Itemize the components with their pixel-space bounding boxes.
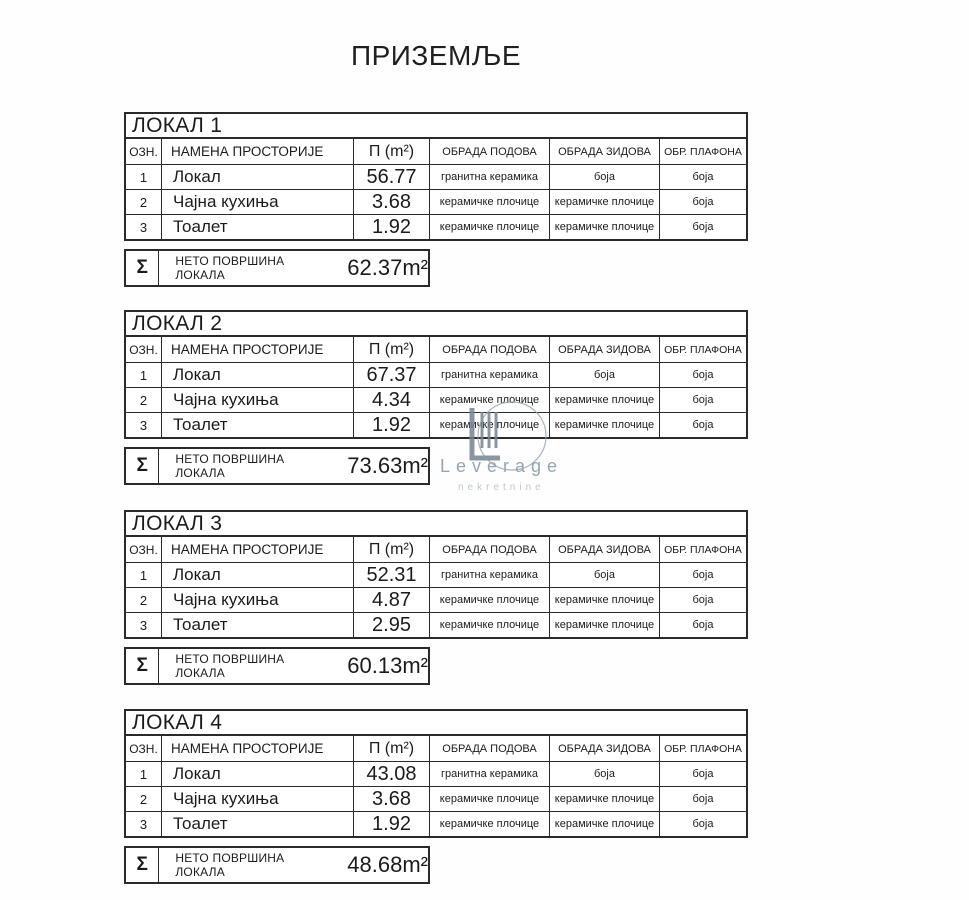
cell-ceiling-finish: боја [659,362,746,387]
cell-wall-finish: керамичке плочице [549,214,659,239]
cell-wall-finish: керамичке плочице [549,412,659,437]
col-header-wall-finish: ОБРАДА ЗИДОВА [549,137,659,164]
cell-floor-finish: гранитна керамика [429,562,549,587]
net-area-box [124,647,430,685]
watermark-brand-name: Leverage [440,456,564,476]
lokal-4-section [124,709,748,884]
watermark-subtitle: nekretnine [458,482,545,493]
cell-wall-finish: боја [549,164,659,189]
cell-floor-finish: керамичке плочице [429,412,549,437]
lokal-4-table [124,709,748,838]
cell-namena: Чајна кухиња [161,387,353,412]
cell-floor-finish: гранитна керамика [429,761,549,786]
lokal-3-section [124,510,748,685]
net-area-box [124,846,430,884]
cell-namena: Чајна кухиња [161,786,353,811]
cell-area: 67.37 [353,362,429,387]
cell-ceiling-finish: боја [659,761,746,786]
cell-ozn: 3 [126,412,161,437]
cell-ozn: 1 [126,761,161,786]
cell-wall-finish: керамичке плочице [549,612,659,637]
cell-wall-finish: боја [549,562,659,587]
cell-area: 3.68 [353,786,429,811]
cell-area: 52.31 [353,562,429,587]
lokal-2-section [124,310,748,485]
col-header-ceiling-finish: ОБР. ПЛАФОНА [659,535,746,562]
cell-ozn: 2 [126,587,161,612]
net-area-value: 62.37m² [347,255,428,280]
net-area-value: 73.63m² [347,453,428,478]
cell-area: 4.34 [353,387,429,412]
cell-namena: Локал [161,562,353,587]
cell-floor-finish: керамичке плочице [429,387,549,412]
cell-namena: Тоалет [161,412,353,437]
lokal-1-table [124,112,748,241]
cell-namena: Локал [161,164,353,189]
lokal-title: ЛОКАЛ 3 [132,512,223,535]
cell-namena: Тоалет [161,612,353,637]
cell-ceiling-finish: боја [659,612,746,637]
cell-namena: Чајна кухиња [161,587,353,612]
col-header-ozn: ОЗН. [126,734,161,761]
net-area-box [124,447,430,485]
lokal-title: ЛОКАЛ 1 [132,114,223,137]
cell-ceiling-finish: боја [659,412,746,437]
col-header-area: П (m²) [353,535,429,562]
cell-area: 3.68 [353,189,429,214]
lokal-3-table [124,510,748,639]
col-header-area: П (m²) [353,335,429,362]
cell-ceiling-finish: боја [659,587,746,612]
lokal-1-section [124,112,748,287]
cell-floor-finish: гранитна керамика [429,362,549,387]
cell-floor-finish: керамичке плочице [429,612,549,637]
net-area-label: НЕТО ПОВРШИНА ЛОКАЛА [175,452,285,480]
net-area-label: НЕТО ПОВРШИНА ЛОКАЛА [175,254,285,282]
cell-ceiling-finish: боја [659,387,746,412]
cell-wall-finish: керамичке плочице [549,811,659,836]
cell-ceiling-finish: боја [659,214,746,239]
col-header-area: П (m²) [353,734,429,761]
cell-wall-finish: керамичке плочице [549,786,659,811]
cell-ozn: 3 [126,214,161,239]
cell-wall-finish: боја [549,761,659,786]
sigma-symbol: Σ [126,449,159,483]
col-header-ozn: ОЗН. [126,535,161,562]
cell-ozn: 1 [126,562,161,587]
col-header-area: П (m²) [353,137,429,164]
col-header-floor-finish: ОБРАДА ПОДОВА [429,734,549,761]
sigma-symbol: Σ [126,649,159,683]
cell-wall-finish: керамичке плочице [549,189,659,214]
cell-namena: Тоалет [161,811,353,836]
cell-ceiling-finish: боја [659,562,746,587]
cell-area: 2.95 [353,612,429,637]
col-header-wall-finish: ОБРАДА ЗИДОВА [549,734,659,761]
cell-namena: Чајна кухиња [161,189,353,214]
cell-floor-finish: керамичке плочице [429,189,549,214]
cell-ozn: 1 [126,362,161,387]
cell-area: 1.92 [353,811,429,836]
cell-area: 1.92 [353,412,429,437]
cell-ceiling-finish: боја [659,786,746,811]
cell-ceiling-finish: боја [659,189,746,214]
col-header-wall-finish: ОБРАДА ЗИДОВА [549,535,659,562]
net-area-value: 60.13m² [347,653,428,678]
cell-floor-finish: керамичке плочице [429,786,549,811]
cell-namena: Локал [161,362,353,387]
cell-floor-finish: керамичке плочице [429,587,549,612]
cell-area: 56.77 [353,164,429,189]
sigma-symbol: Σ [126,251,159,285]
col-header-floor-finish: ОБРАДА ПОДОВА [429,535,549,562]
sigma-symbol: Σ [126,848,159,882]
cell-floor-finish: керамичке плочице [429,214,549,239]
cell-floor-finish: гранитна керамика [429,164,549,189]
cell-ozn: 2 [126,387,161,412]
page-title: ПРИЗЕМЉЕ [350,40,522,71]
cell-ozn: 3 [126,811,161,836]
col-header-namena: НАМЕНА ПРОСТОРИЈЕ [161,335,353,362]
col-header-ozn: ОЗН. [126,137,161,164]
cell-namena: Тоалет [161,214,353,239]
cell-ozn: 2 [126,786,161,811]
cell-ozn: 1 [126,164,161,189]
col-header-namena: НАМЕНА ПРОСТОРИЈЕ [161,137,353,164]
col-header-floor-finish: ОБРАДА ПОДОВА [429,335,549,362]
col-header-floor-finish: ОБРАДА ПОДОВА [429,137,549,164]
col-header-namena: НАМЕНА ПРОСТОРИЈЕ [161,734,353,761]
net-area-box [124,249,430,287]
cell-namena: Локал [161,761,353,786]
net-area-label: НЕТО ПОВРШИНА ЛОКАЛА [175,652,285,680]
cell-floor-finish: керамичке плочице [429,811,549,836]
lokal-title: ЛОКАЛ 4 [132,711,223,734]
lokal-title: ЛОКАЛ 2 [132,312,223,335]
cell-wall-finish: боја [549,362,659,387]
cell-ceiling-finish: боја [659,811,746,836]
cell-ozn: 2 [126,189,161,214]
cell-area: 1.92 [353,214,429,239]
lokal-2-table [124,310,748,439]
cell-wall-finish: керамичке плочице [549,387,659,412]
col-header-ceiling-finish: ОБР. ПЛАФОНА [659,335,746,362]
col-header-namena: НАМЕНА ПРОСТОРИЈЕ [161,535,353,562]
net-area-label: НЕТО ПОВРШИНА ЛОКАЛА [175,851,285,879]
cell-ozn: 3 [126,612,161,637]
col-header-wall-finish: ОБРАДА ЗИДОВА [549,335,659,362]
col-header-ozn: ОЗН. [126,335,161,362]
cell-area: 4.87 [353,587,429,612]
col-header-ceiling-finish: ОБР. ПЛАФОНА [659,734,746,761]
cell-wall-finish: керамичке плочице [549,587,659,612]
col-header-ceiling-finish: ОБР. ПЛАФОНА [659,137,746,164]
net-area-value: 48.68m² [347,852,428,877]
cell-area: 43.08 [353,761,429,786]
cell-ceiling-finish: боја [659,164,746,189]
